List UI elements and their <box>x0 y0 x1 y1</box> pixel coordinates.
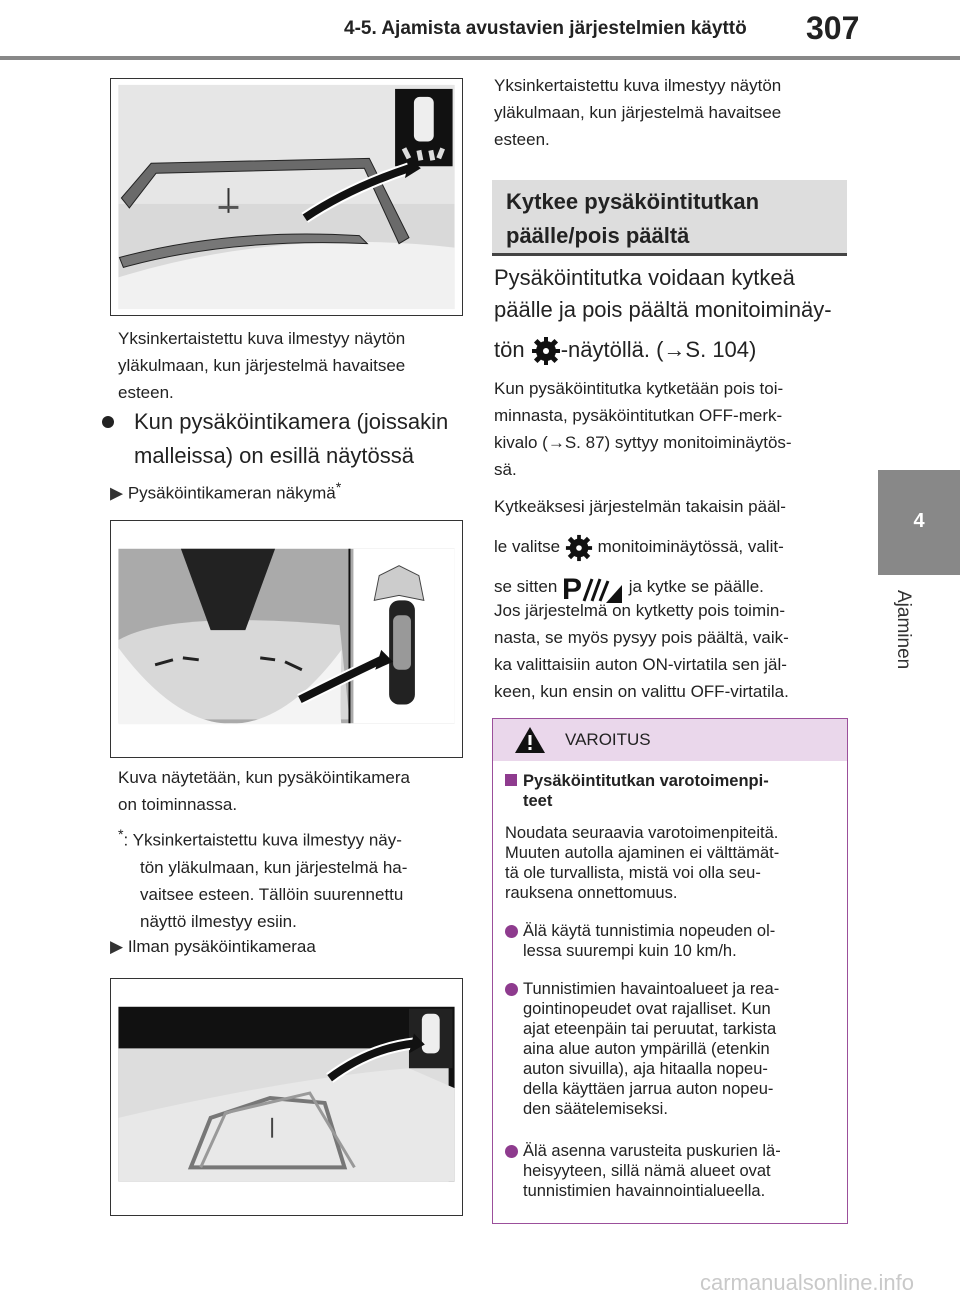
chapter-number: 4 <box>913 510 925 532</box>
svg-text:P: P <box>562 572 583 605</box>
warning-header <box>493 719 847 761</box>
chapter-tab <box>878 470 960 575</box>
subheading-camera-view: ▶ Pysäköintikameran näkymä* <box>110 480 342 503</box>
subheading-no-camera: ▶ Ilman pysäköintikameraa <box>110 937 316 956</box>
gear-icon <box>565 534 593 562</box>
figure2-caption: Kuva näytetään, kun pysäköintikamera on toiminnassa. <box>118 768 411 814</box>
warning-box <box>492 718 848 1224</box>
bullet-icon <box>505 1145 518 1158</box>
bullet-icon <box>505 983 518 996</box>
warning-item: Älä käytä tunnistimia nopeuden ol- lessa suurempi kuin 10 km/h. <box>505 921 835 961</box>
figure1-caption: Yksinkertaistettu kuva ilmestyy näytön yläkulmaan, kun järjestelmä havaitsee esteen. <box>118 329 406 402</box>
chapter-label <box>886 590 926 690</box>
figure3-caption: Yksinkertaistettu kuva ilmestyy näytön yläkulmaan, kun järjestelmä havaitsee esteen. <box>494 76 782 149</box>
section-title: 4-5. Ajamista avustavien järjestelmien käyttö <box>344 18 747 39</box>
gear-icon <box>531 336 561 366</box>
reenable-paragraph: Kytkeäksesi järjestelmän takaisin pääl- le valitse monitoiminäytössä, valit- se sitten P ja kytke se päälle. <box>494 497 786 605</box>
section-heading: Kytkee pysäköintitutkan päälle/pois päältä <box>492 180 847 256</box>
warning-title: VAROITUS <box>565 730 651 749</box>
camera-heading: Kun pysäköintikamera (joissakin malleissa) on esillä näytössä <box>102 405 448 473</box>
off-indicator-paragraph: Kun pysäköintitutka kytketään pois toi- minnasta, pysäköintitutkan OFF-merk- kivalo (→S. 87) syttyy monitoiminäytös- sä. <box>494 379 792 479</box>
chapter-label-text: Ajaminen <box>893 590 914 670</box>
watermark: carmanualsonline.info <box>700 1270 915 1295</box>
page-number: 307 <box>806 10 860 46</box>
warning-section-title: Pysäköintitutkan varotoimenpi- teet <box>505 771 835 811</box>
figure-camera-view <box>110 520 463 758</box>
bullet-icon <box>102 416 114 428</box>
figure-no-camera-view <box>110 978 463 1216</box>
intro-paragraph: Pysäköintitutka voidaan kytkeä päälle ja pois päältä monitoiminäy- tön -näytöllä. (→S. 104) <box>494 262 844 366</box>
warning-intro: Noudata seuraavia varotoimenpiteitä. Muuten autolla ajaminen ei välttämät- tä ole turvallista, mistä voi olla seu- rauksena onnettomuus. <box>505 824 780 902</box>
warning-icon <box>513 725 547 755</box>
triangle-icon: ▶ <box>110 483 124 503</box>
warning-item: Tunnistimien havaintoalueet ja rea- gointinopeudet ovat rajalliset. Kun ajat eteenpäin tai peruutat, tarkista aina alue auton ympärillä (etenkin auton sivuilla), aja hitaalla nopeu- della käyttäen jarrua auton nopeu- den säätelemiseksi. <box>505 979 835 1119</box>
header-divider <box>0 56 960 60</box>
footnote: *: Yksinkertaistettu kuva ilmestyy näy- tön yläkulmaan, kun järjestelmä ha- vaitsee esteen. Tällöin suurennettu näyttö ilmestyy esiin. <box>118 827 408 931</box>
square-bullet-icon <box>505 774 517 786</box>
warning-item: Älä asenna varusteita puskurien lä- heisyyteen, sillä nämä alueet ovat tunnistimien havainnointialueella. <box>505 1141 835 1201</box>
triangle-icon: ▶ <box>110 937 124 956</box>
figure-guide-lines <box>110 78 463 316</box>
persist-paragraph: Jos järjestelmä on kytketty pois toimin- nasta, se myös pysyy pois päältä, vaik- ka valittaisiin auton ON-virtatila sen jäl- keen, kun ensin on valittu OFF-virtatila. <box>494 601 789 701</box>
bullet-icon <box>505 925 518 938</box>
